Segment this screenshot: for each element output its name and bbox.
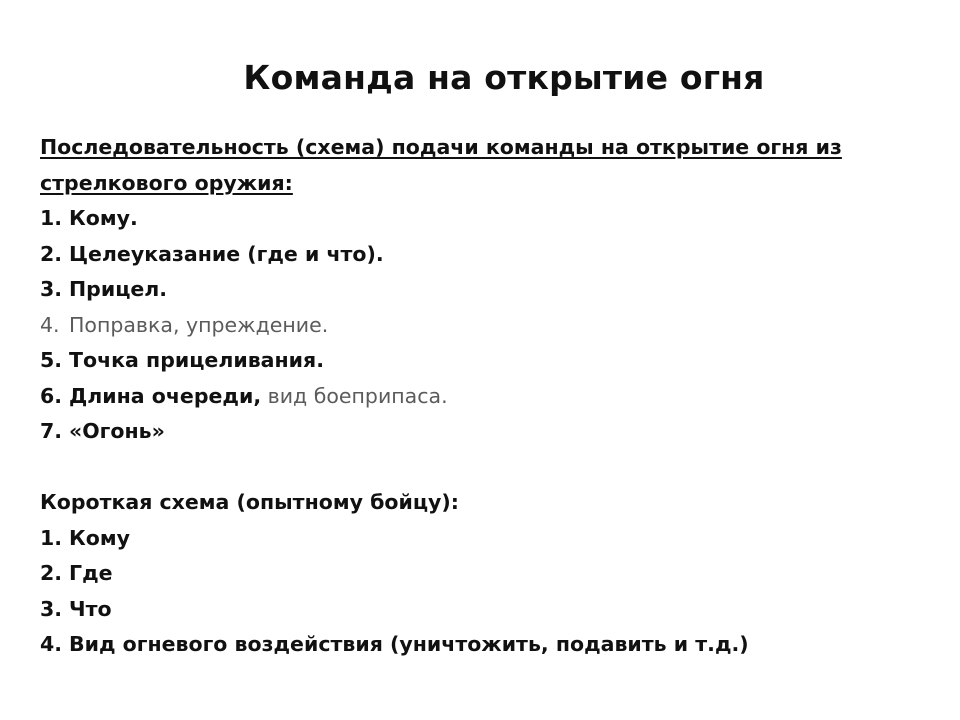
section1-heading-line2: стрелкового оружия: bbox=[40, 170, 293, 195]
list-item bbox=[40, 343, 920, 379]
item-number: 4. bbox=[40, 632, 63, 656]
section1-heading-line1: Последовательность (схема) подачи команды на открытие огня из bbox=[40, 135, 842, 159]
section-spacer bbox=[40, 450, 920, 486]
item-text-bold: Длина очереди, bbox=[69, 383, 262, 408]
list-item bbox=[40, 308, 920, 344]
item-text-bold: Прицел. bbox=[69, 277, 168, 301]
item-text-bold: Что bbox=[69, 596, 112, 621]
item-number: 5. bbox=[40, 348, 63, 372]
item-text-bold: Кому. bbox=[69, 206, 138, 230]
slide-content bbox=[40, 130, 920, 663]
item-number: 7. bbox=[40, 419, 63, 443]
item-text-bold: «Огонь» bbox=[69, 419, 165, 443]
full-command-sequence-list bbox=[40, 201, 920, 450]
item-text-normal: Поправка, упреждение. bbox=[69, 312, 329, 337]
list-item bbox=[40, 556, 920, 592]
item-text-bold: Целеуказание (где и что). bbox=[69, 241, 384, 266]
list-item bbox=[40, 379, 920, 415]
item-number: 6. bbox=[40, 383, 63, 408]
item-text-normal: вид боеприпаса. bbox=[261, 383, 448, 408]
list-item bbox=[40, 272, 920, 308]
list-item bbox=[40, 201, 920, 237]
item-text-bold: Где bbox=[69, 561, 113, 585]
item-number: 4. bbox=[40, 312, 60, 337]
section2-heading: Короткая схема (опытному бойцу): bbox=[40, 490, 459, 514]
item-text-bold: Точка прицеливания. bbox=[69, 348, 324, 372]
list-item bbox=[40, 521, 920, 557]
list-item bbox=[40, 237, 920, 273]
item-number: 2. bbox=[40, 561, 63, 585]
list-item bbox=[40, 627, 920, 663]
short-command-list bbox=[40, 521, 920, 663]
item-text-bold: Кому bbox=[69, 525, 130, 550]
item-number: 2. bbox=[40, 241, 63, 266]
item-number: 3. bbox=[40, 277, 63, 301]
item-number: 1. bbox=[40, 206, 63, 230]
item-text-bold: Вид огневого воздействия (уничтожить, подавить и т.д.) bbox=[69, 632, 749, 656]
list-item bbox=[40, 592, 920, 628]
list-item bbox=[40, 414, 920, 450]
slide-title: Команда на открытие огня bbox=[243, 58, 765, 97]
item-number: 3. bbox=[40, 596, 63, 621]
item-number: 1. bbox=[40, 525, 63, 550]
